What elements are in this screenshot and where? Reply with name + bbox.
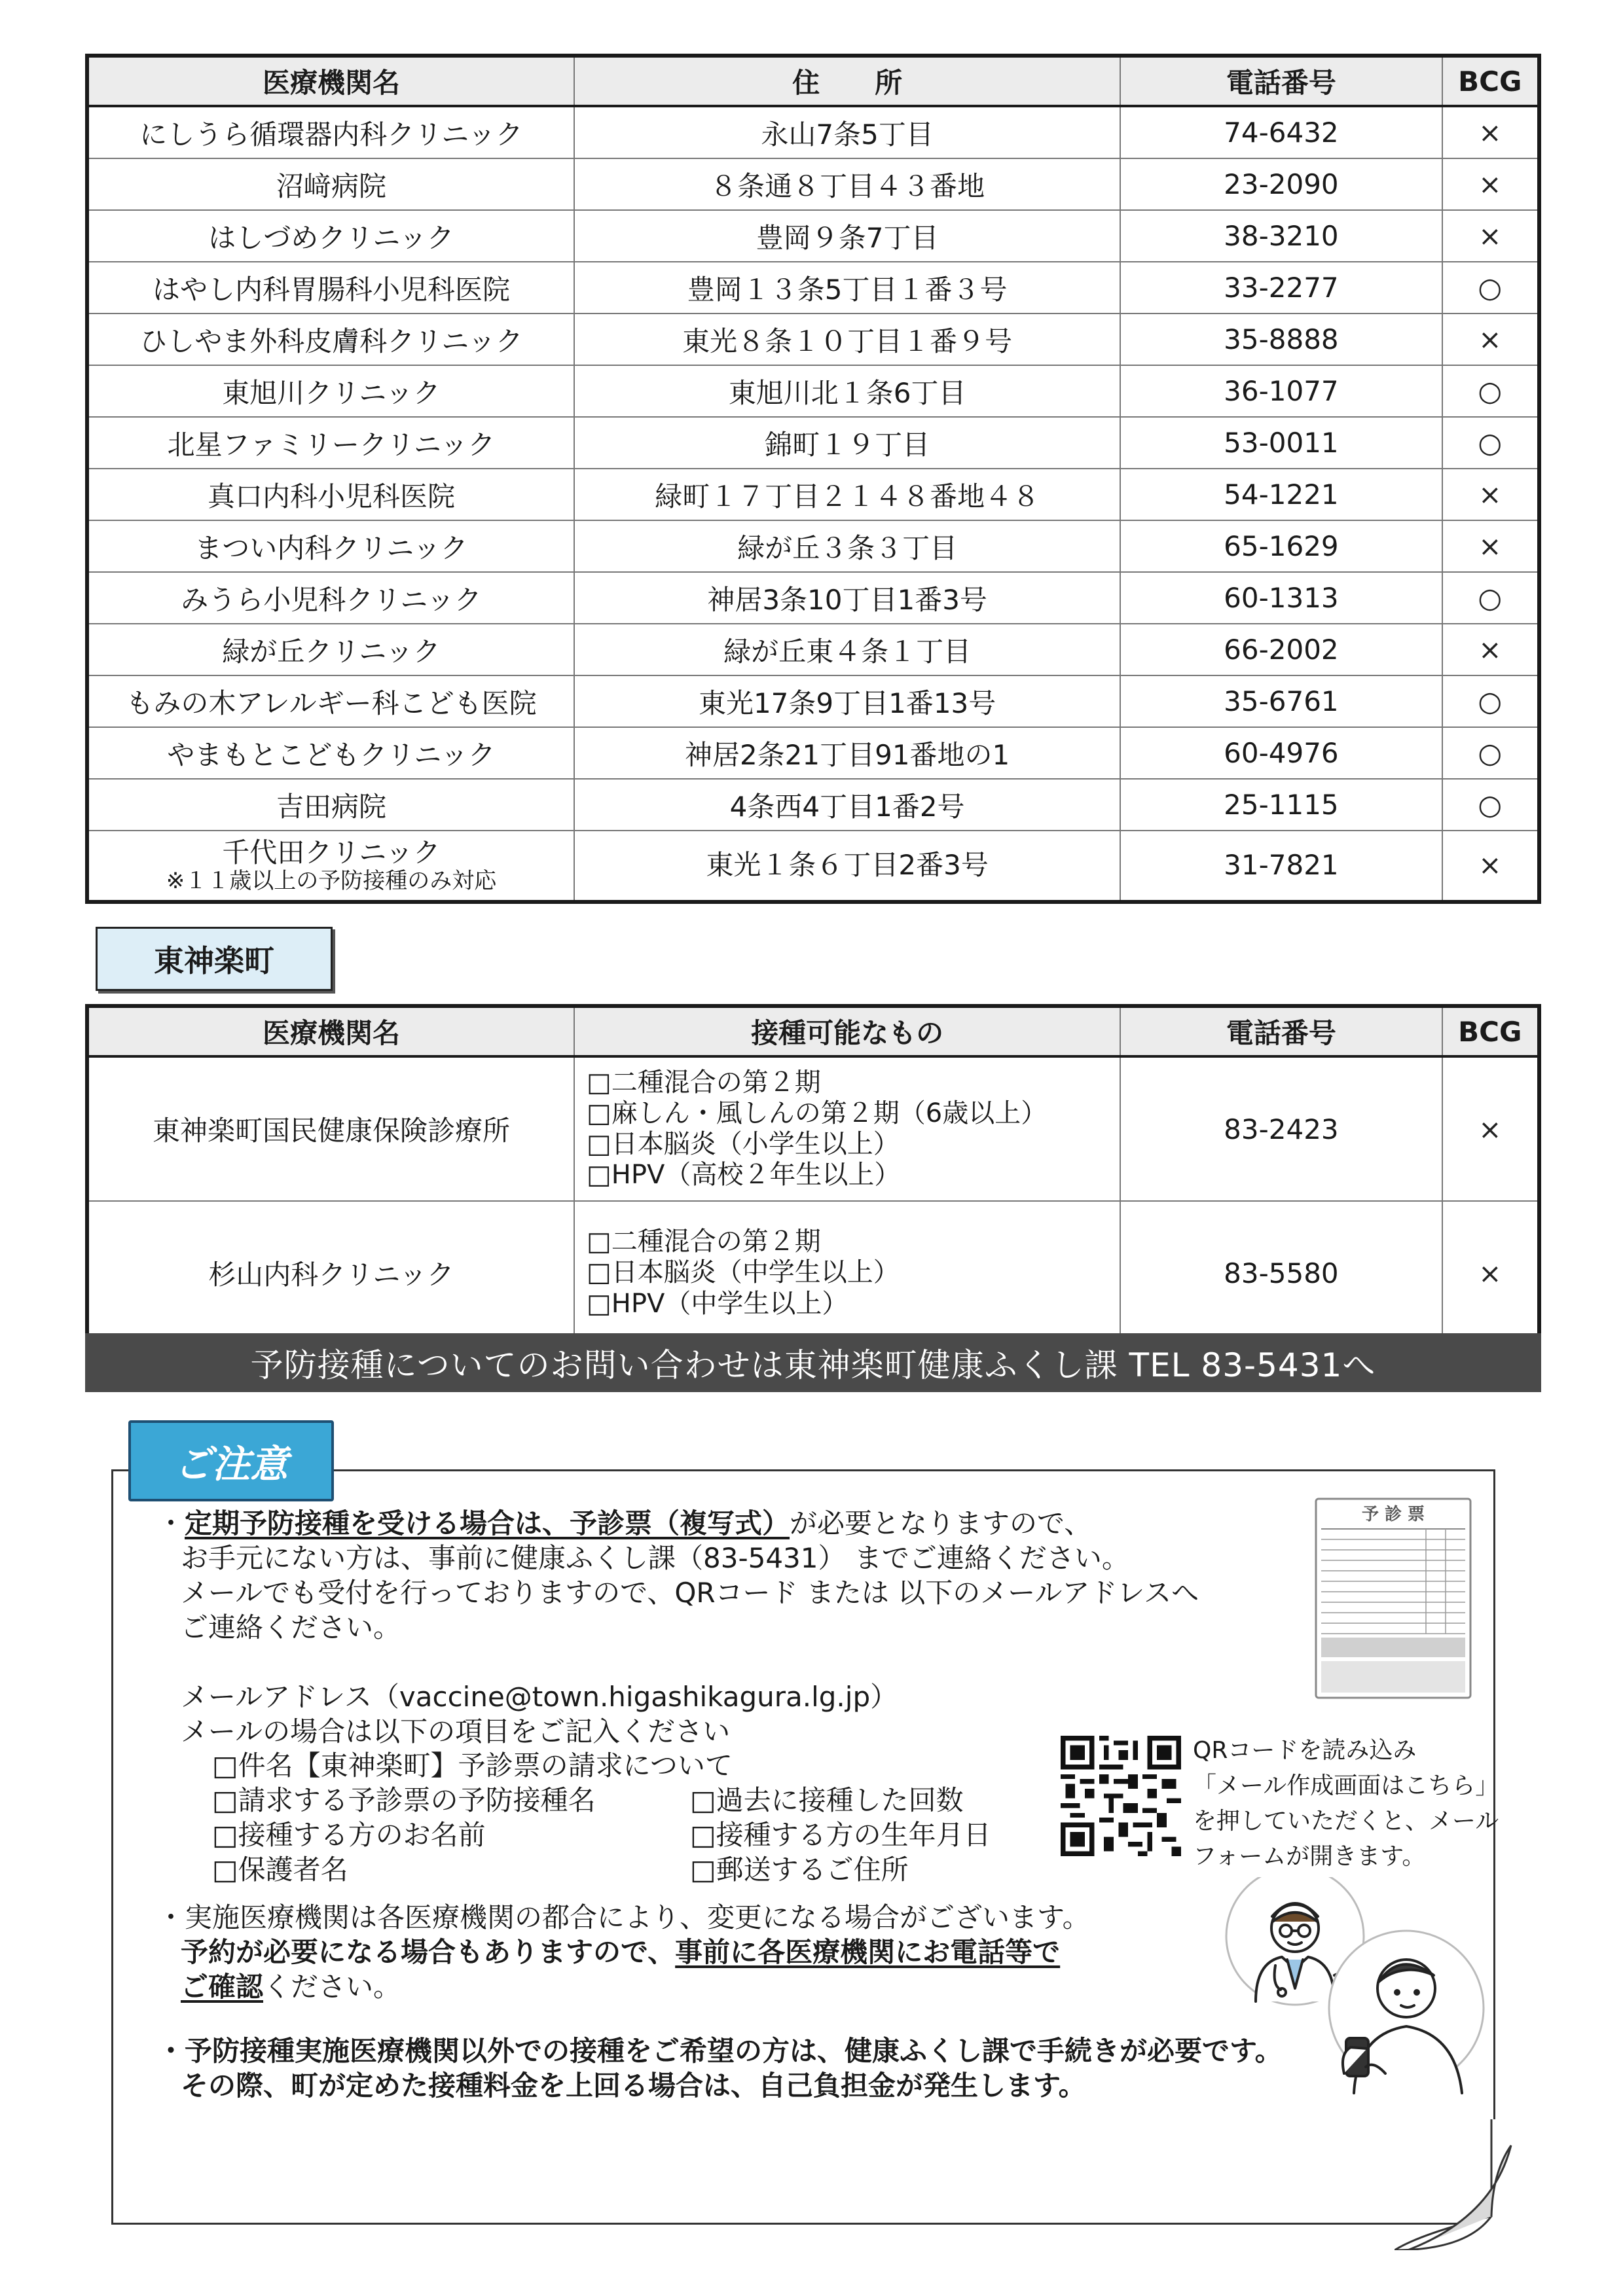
header-phone: 電話番号 <box>1120 1006 1442 1056</box>
email-subject-item: □件名【東神楽町】予診票の請求について <box>212 1749 733 1782</box>
phone-cell: 31-7821 <box>1120 831 1442 902</box>
town-clinics-table <box>85 1004 1541 1348</box>
vaccine-item: □麻しん・風しんの第２期（6歳以上） <box>587 1098 1048 1128</box>
phone-cell: 35-6761 <box>1120 675 1442 727</box>
clinic-name-cell: はやし内科胃腸科小児科医院 <box>87 262 574 314</box>
header-clinic-name: 医療機関名 <box>87 1006 574 1056</box>
table-row <box>87 520 1539 572</box>
address-cell: 緑町１７丁目２１４８番地４８ <box>574 469 1120 520</box>
table-row <box>87 314 1539 365</box>
vaccine-item: □日本脳炎（小学生以上） <box>587 1129 900 1159</box>
address-cell: 豊岡１３条5丁目１番３号 <box>574 262 1120 314</box>
notice-paragraph-2 <box>157 1901 1231 2005</box>
address-cell: 永山7条5丁目 <box>574 106 1120 158</box>
bullet: ・ <box>157 1901 185 1933</box>
notice-paragraph-3 <box>157 2034 1375 2104</box>
bcg-cell: × <box>1442 469 1539 520</box>
notice-text: お手元にない方は、事前に健康ふくし課（83-5431） までご連絡ください。 <box>181 1541 1129 1574</box>
notice-text: 実施医療機関は各医療機関の都合により、変更になる場合がございます。 <box>185 1901 1090 1933</box>
clinic-name: 千代田クリニック <box>222 836 441 869</box>
address-cell: 緑が丘東４条１丁目 <box>574 624 1120 675</box>
bcg-cell: × <box>1442 624 1539 675</box>
qr-text-line: フォームが開きます。 <box>1193 1843 1426 1870</box>
phone-cell: 36-1077 <box>1120 365 1442 417</box>
address-cell: 4条西4丁目1番2号 <box>574 779 1120 831</box>
clinic-name-cell: みうら小児科クリニック <box>87 572 574 624</box>
phone-cell: 83-2423 <box>1120 1056 1442 1201</box>
address-cell: ８条通８丁目４３番地 <box>574 158 1120 210</box>
email-address: メールアドレス（vaccine@town.higashikagura.lg.jp） <box>181 1680 898 1713</box>
address-cell: 東旭川北１条6丁目 <box>574 365 1120 417</box>
table-row <box>87 624 1539 675</box>
bcg-cell: × <box>1442 520 1539 572</box>
qr-code[interactable] <box>1061 1736 1181 1856</box>
header-bcg: BCG <box>1442 1006 1539 1056</box>
table-row <box>87 262 1539 314</box>
bcg-cell: × <box>1442 106 1539 158</box>
address-cell: 神居2条21丁目91番地の1 <box>574 727 1120 779</box>
clinic-name-cell: ひしやま外科皮膚科クリニック <box>87 314 574 365</box>
address-cell: 東光17条9丁目1番13号 <box>574 675 1120 727</box>
section-label-higashikagura: 東神楽町 <box>96 927 333 991</box>
bcg-cell: × <box>1442 1056 1539 1201</box>
list-item: □郵送するご住所 <box>690 1854 909 1886</box>
vaccine-item: □二種混合の第２期 <box>587 1067 821 1098</box>
clinic-name-cell: 北星ファミリークリニック <box>87 417 574 469</box>
clinic-name-cell: 東旭川クリニック <box>87 365 574 417</box>
clinic-name-cell: もみの木アレルギー科こども医院 <box>87 675 574 727</box>
clinics-table <box>85 54 1541 904</box>
table-row <box>87 210 1539 262</box>
bcg-cell: × <box>1442 210 1539 262</box>
list-item: □保護者名 <box>212 1854 348 1886</box>
notice-text: が必要となりますので、 <box>790 1507 1092 1539</box>
phone-cell: 83-5580 <box>1120 1201 1442 1346</box>
list-item: □請求する予診票の予防接種名 <box>212 1784 596 1817</box>
qr-instructions <box>1193 1733 1501 1874</box>
phone-cell: 53-0011 <box>1120 417 1442 469</box>
notice-emphasis: 事前に各医療機関にお電話等で <box>675 1935 1061 1968</box>
table-row <box>87 779 1539 831</box>
list-item: □接種する方のお名前 <box>212 1819 486 1852</box>
notice-text: 予防接種実施医療機関以外での接種をご希望の方は、健康ふくし課で手続きが必要です。 <box>185 2035 1283 2067</box>
notice-text: ご連絡ください。 <box>181 1611 401 1643</box>
phone-cell: 60-1313 <box>1120 572 1442 624</box>
notice-text: 予約が必要になる場合もありますので、 <box>181 1935 676 1968</box>
address-cell: 東光８条１０丁目１番９号 <box>574 314 1120 365</box>
phone-cell: 66-2002 <box>1120 624 1442 675</box>
table-row <box>87 1056 1539 1201</box>
phone-cell: 65-1629 <box>1120 520 1442 572</box>
clinic-name-cell: 杉山内科クリニック <box>87 1201 574 1346</box>
table-row <box>87 831 1539 902</box>
table-row <box>87 469 1539 520</box>
bcg-cell: × <box>1442 1201 1539 1346</box>
notice-text: メールでも受付を行っておりますので、QRコード または 以下のメールアドレスへ <box>181 1576 1199 1609</box>
qr-text-line: QRコードを読み込み <box>1193 1737 1417 1764</box>
table-row <box>87 158 1539 210</box>
age-restriction-note: ※１１歳以上の予防接種のみ対応 <box>166 868 497 895</box>
table-row <box>87 727 1539 779</box>
clinic-name-cell: 真口内科小児科医院 <box>87 469 574 520</box>
clinic-name-cell: 緑が丘クリニック <box>87 624 574 675</box>
clinic-name-cell: やまもとこどもクリニック <box>87 727 574 779</box>
header-address: 住 所 <box>574 56 1120 106</box>
address-cell: 錦町１９丁目 <box>574 417 1120 469</box>
available-vaccines-cell <box>574 1056 1120 1201</box>
header-bcg: BCG <box>1442 56 1539 106</box>
vaccine-item: □二種混合の第２期 <box>587 1227 821 1257</box>
clinic-name-cell: 吉田病院 <box>87 779 574 831</box>
phone-cell: 60-4976 <box>1120 727 1442 779</box>
bcg-cell: ○ <box>1442 779 1539 831</box>
doctor-patient-illustration <box>1210 1877 1485 2152</box>
clinic-name-cell: にしうら循環器内科クリニック <box>87 106 574 158</box>
clinic-name-cell: はしづめクリニック <box>87 210 574 262</box>
table-header-row <box>87 1006 1539 1056</box>
qr-text-line: を押していただくと、メール <box>1193 1808 1499 1835</box>
vaccine-item: □HPV（中学生以上） <box>587 1288 848 1319</box>
header-phone: 電話番号 <box>1120 56 1442 106</box>
bcg-cell: ○ <box>1442 572 1539 624</box>
notice-text: その際、町が定めた接種料金を上回る場合は、自己負担金が発生します。 <box>181 2069 1086 2102</box>
table-row <box>87 365 1539 417</box>
bcg-cell: ○ <box>1442 727 1539 779</box>
phone-cell: 25-1115 <box>1120 779 1442 831</box>
phone-cell: 35-8888 <box>1120 314 1442 365</box>
bcg-cell: ○ <box>1442 262 1539 314</box>
table-row <box>87 417 1539 469</box>
clinic-name-cell: 東神楽町国民健康保険診療所 <box>87 1056 574 1201</box>
address-cell: 豊岡９条7丁目 <box>574 210 1120 262</box>
bcg-cell: ○ <box>1442 675 1539 727</box>
phone-cell: 38-3210 <box>1120 210 1442 262</box>
header-clinic-name: 医療機関名 <box>87 56 574 106</box>
bcg-cell: × <box>1442 314 1539 365</box>
bullet: ・ <box>157 1507 185 1539</box>
email-items-intro: メールの場合は以下の項目をご記入ください <box>181 1715 731 1748</box>
bcg-cell: × <box>1442 158 1539 210</box>
table-header-row <box>87 56 1539 106</box>
list-item: □過去に接種した回数 <box>690 1784 964 1817</box>
list-item: □接種する方の生年月日 <box>690 1819 991 1852</box>
form-title: 予 診 票 <box>1361 1505 1425 1524</box>
table-row <box>87 675 1539 727</box>
contact-banner: 予防接種についてのお問い合わせは東神楽町健康ふくし課 TEL 83-5431へ <box>85 1333 1541 1392</box>
table-row <box>87 1201 1539 1346</box>
address-cell: 東光１条６丁目2番3号 <box>574 831 1120 902</box>
bullet: ・ <box>157 2035 185 2067</box>
bcg-cell: × <box>1442 831 1539 902</box>
phone-cell: 54-1221 <box>1120 469 1442 520</box>
vaccine-item: □HPV（高校２年生以上） <box>587 1160 901 1191</box>
medical-form-illustration <box>1315 1498 1472 1699</box>
address-cell: 緑が丘３条３丁目 <box>574 520 1120 572</box>
clinic-name-cell <box>87 831 574 902</box>
bcg-cell: ○ <box>1442 417 1539 469</box>
vaccine-item: □日本脳炎（中学生以上） <box>587 1257 900 1288</box>
clinic-name-cell: 沼﨑病院 <box>87 158 574 210</box>
header-available-vaccines: 接種可能なもの <box>574 1006 1120 1056</box>
available-vaccines-cell <box>574 1201 1120 1346</box>
notice-tag: ご注意 <box>128 1420 334 1501</box>
address-cell: 神居3条10丁目1番3号 <box>574 572 1120 624</box>
phone-cell: 23-2090 <box>1120 158 1442 210</box>
table-row <box>87 106 1539 158</box>
phone-cell: 33-2277 <box>1120 262 1442 314</box>
required-form-text: 定期予防接種を受ける場合は、予診票（複写式） <box>185 1507 790 1539</box>
clinic-name-cell: まつい内科クリニック <box>87 520 574 572</box>
table-row <box>87 572 1539 624</box>
notice-text: ください。 <box>263 1970 401 2003</box>
qr-text-line: 「メール作成画面はこちら」 <box>1193 1772 1499 1799</box>
phone-cell: 74-6432 <box>1120 106 1442 158</box>
bcg-cell: ○ <box>1442 365 1539 417</box>
notice-emphasis: ご確認 <box>181 1970 264 2003</box>
